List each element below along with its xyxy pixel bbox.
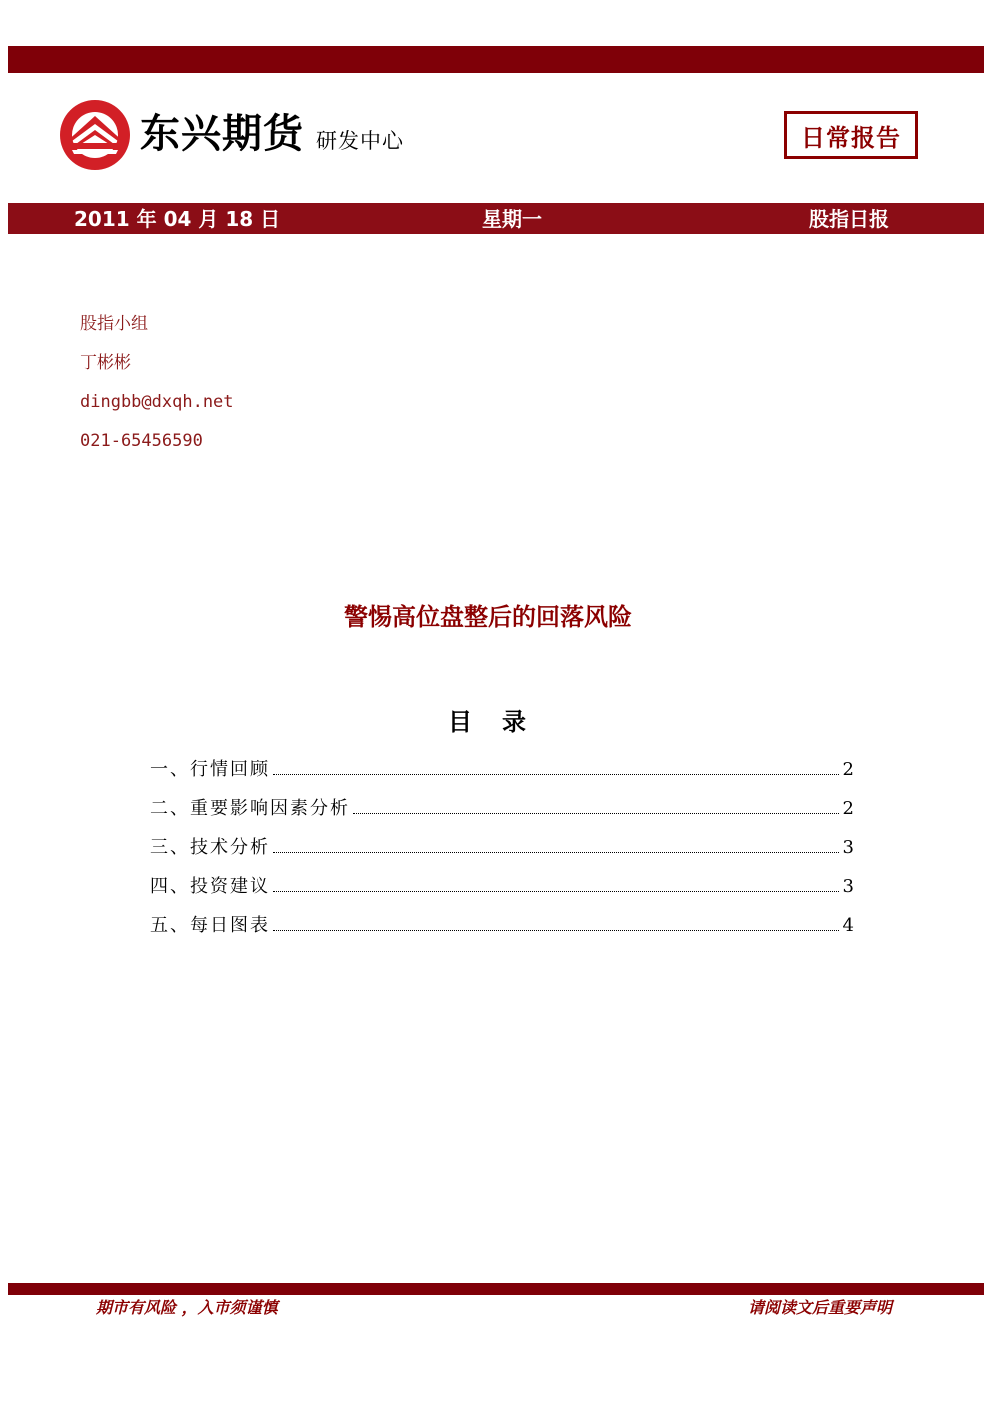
- bottom-bar: [8, 1283, 984, 1295]
- author-phone: 021-65456590: [80, 431, 203, 451]
- report-title: 警惕高位盘整后的回落风险: [344, 602, 632, 631]
- toc-item[interactable]: [150, 873, 854, 912]
- footer-risk-warning: 期市有风险 ，入市须谨慎: [96, 1298, 278, 1317]
- report-type-badge: [784, 111, 918, 159]
- report-weekday: 星期一: [482, 207, 542, 231]
- toc-item-page: 4: [842, 915, 854, 936]
- toc-leader-dots: [273, 873, 839, 892]
- toc-item-label: 五、每日图表: [150, 915, 270, 936]
- footer-disclaimer-note: 请阅读文后重要声明: [748, 1298, 893, 1317]
- toc-item[interactable]: [150, 834, 854, 873]
- company-logo-icon: [58, 98, 132, 172]
- toc-item-label: 一、行情回顾: [150, 759, 270, 780]
- toc-item-page: 2: [842, 798, 854, 819]
- date-bar: [8, 203, 984, 234]
- toc-leader-dots: [273, 756, 839, 775]
- toc-item-label: 三、技术分析: [150, 837, 270, 858]
- table-of-contents: [150, 756, 854, 951]
- toc-item[interactable]: [150, 795, 854, 834]
- toc-item[interactable]: [150, 756, 854, 795]
- author-email[interactable]: dingbb@dxqh.net: [80, 392, 234, 412]
- toc-item-label: 四、投资建议: [150, 876, 270, 897]
- toc-leader-dots: [273, 912, 839, 931]
- report-date: 2011 年 04 月 18 日: [74, 207, 281, 231]
- toc-item-page: 2: [842, 759, 854, 780]
- toc-item-page: 3: [842, 837, 854, 858]
- brand-name: 东兴期货: [140, 111, 304, 157]
- toc-item-label: 二、重要影响因素分析: [150, 798, 350, 819]
- toc-item[interactable]: [150, 912, 854, 951]
- toc-item-page: 3: [842, 876, 854, 897]
- author-info: [80, 312, 234, 468]
- report-name: 股指日报: [809, 207, 889, 231]
- toc-heading: 目录: [448, 707, 556, 736]
- toc-leader-dots: [353, 795, 839, 814]
- report-type-label: 日常报告: [801, 123, 901, 152]
- brand-subtitle: 研发中心: [316, 129, 404, 153]
- toc-leader-dots: [273, 834, 839, 853]
- top-bar: [8, 46, 984, 73]
- author-group: 股指小组: [80, 314, 148, 334]
- author-name: 丁彬彬: [80, 353, 131, 373]
